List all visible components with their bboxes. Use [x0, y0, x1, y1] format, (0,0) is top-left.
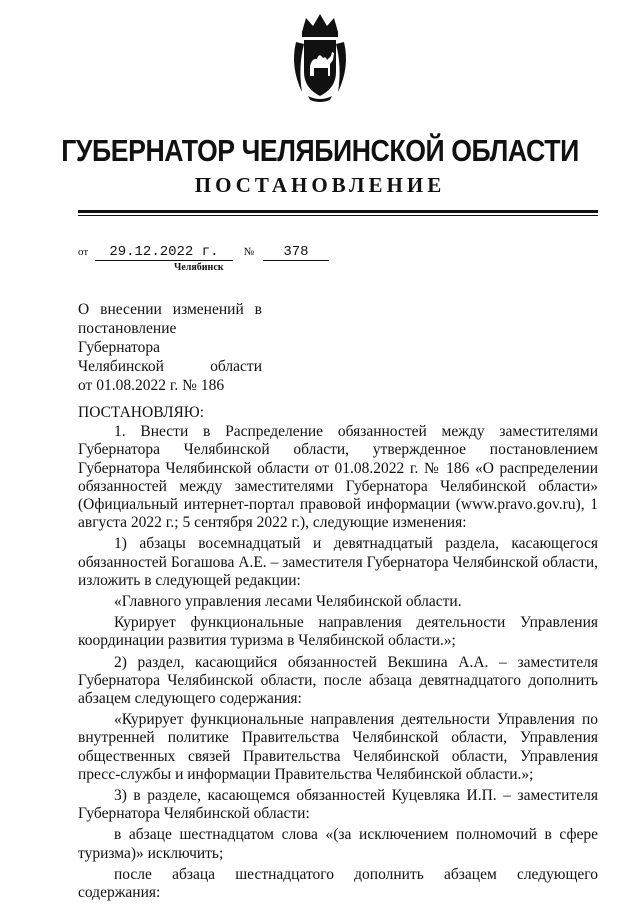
decree-date: 29.12.2022 г.: [95, 244, 233, 261]
body-paragraph: «Курирует функциональные направления деятельности Управления по внутренней политике Правительства Челябинской области, Управления общественных связей Правительства Челябинской области, Управления пресс-службы и информации Правительства Челябинской области.»;: [78, 711, 598, 783]
body-paragraph: 2) раздел, касающийся обязанностей Векшина А.А. – заместителя Губернатора Челябинской области, после абзаца девятнадцатого дополнить абзацем следующего содержания:: [78, 653, 598, 708]
coat-of-arms-icon: [288, 12, 352, 104]
date-prefix: от: [78, 246, 89, 258]
body-paragraph: 1. Внести в Распределение обязанностей между заместителями Губернатора Челябинской области, утвержденное постановлением Губернатора Челябинской области от 01.08.2022 г. № 186 «О распределении обязанностей между заместителями Губернатора Челябинской области» (Официальный интернет-портал правовой информации (www.pravo.gov.ru), 1 августа 2022 г.; 5 сентября 2022 г.), следующие изменения:: [78, 423, 598, 532]
document-type: ПОСТАНОВЛЕНИЕ: [194, 173, 446, 197]
body-paragraph: в абзаце шестнадцатом слова «(за исключением полномочий в сфере туризма)» исключить;: [78, 826, 598, 862]
body-paragraph: после абзаца шестнадцатого дополнить абзацем следующего содержания:: [78, 865, 598, 902]
city-label: Челябинск: [174, 262, 224, 273]
subject-line: от 01.08.2022 г. № 186: [78, 377, 225, 394]
decree-number: 378: [263, 244, 329, 261]
body-paragraph: 1) абзацы восемнадцатый и девятнадцатый раздела, касающегося обязанностей Богашова А.Е. – заместителя Губернатора Челябинской области, изложить в следующей редакции:: [78, 535, 598, 589]
authority-title: ГУБЕРНАТОР ЧЕЛЯБИНСКОЙ ОБЛАСТИ: [61, 133, 579, 168]
number-prefix: №: [243, 246, 255, 258]
decree-heading: ПОСТАНОВЛЯЮ:: [78, 404, 205, 421]
header-rule-thick: [78, 210, 598, 213]
subject-line: О внесении изменений в: [78, 301, 262, 318]
registration-line: [78, 244, 329, 261]
body-paragraph: 3) в разделе, касающемся обязанностей Куцевляка И.П. – заместителя Губернатора Челябинской области:: [78, 787, 598, 823]
subject-line: постановление Губернатора: [78, 320, 177, 356]
subject-block: [78, 300, 262, 395]
header-rule-thin: [78, 215, 598, 216]
decree-body: [78, 404, 598, 902]
body-paragraph: «Главного управления лесами Челябинской области.: [114, 593, 462, 611]
subject-line: Челябинской области: [78, 358, 262, 375]
body-paragraph: Курирует функциональные направления деятельности Управления координации развития туризма в Челябинской области.»;: [78, 614, 598, 650]
